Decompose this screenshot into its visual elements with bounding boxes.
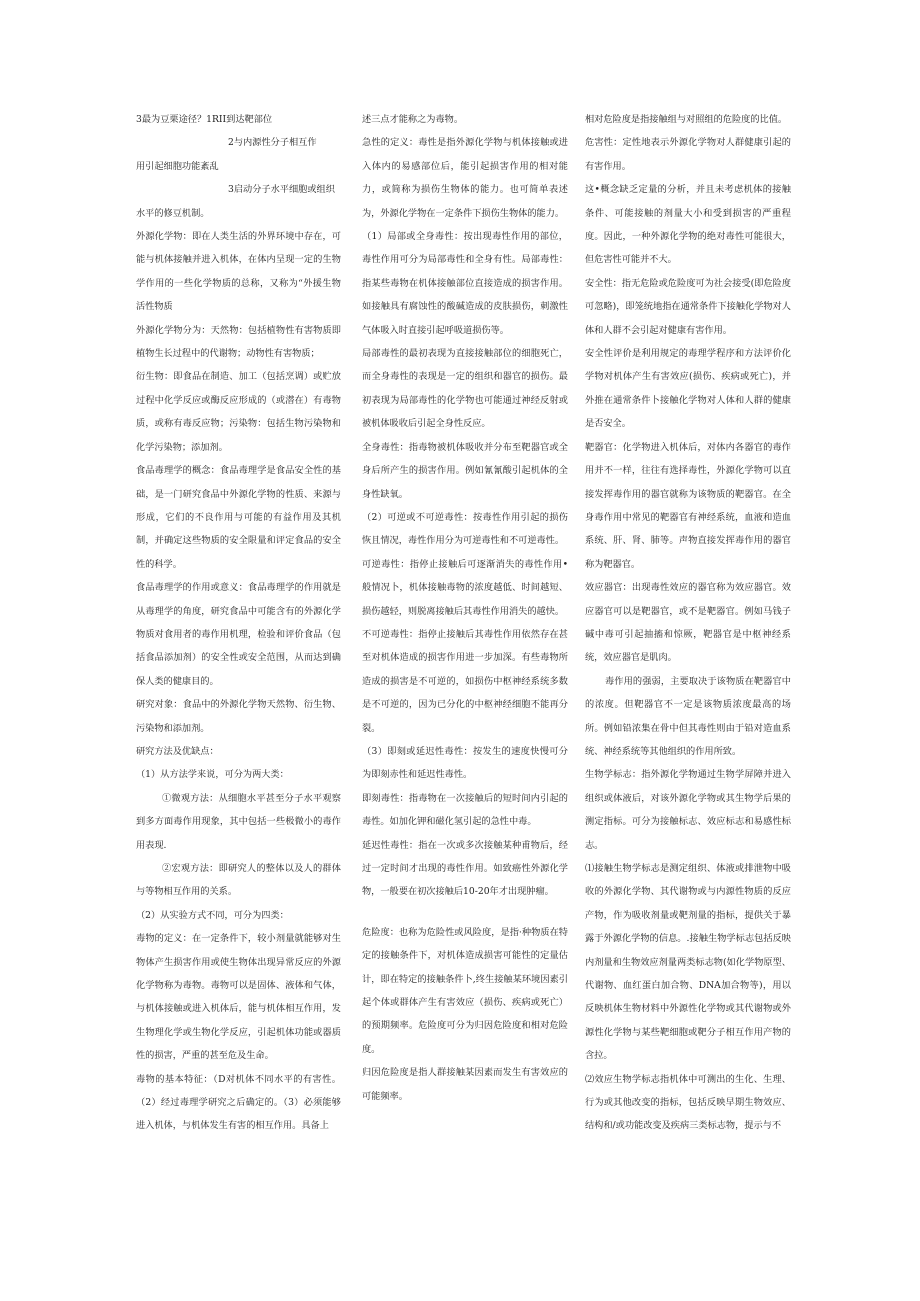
paragraph: 靶器官：化学物进入机体后，对体内各器官的毒作用并不一样，往往有选择毒性，外源化学物可以直接发挥毒作用的器官就称为该物质的靶器官。在全身毒作用中常见的靶器官有神经系统，血液和造血系统、肝、肾、肺等。声物直接发挥毒作用的器官称为靶器官。 bbox=[585, 441, 791, 570]
paragraph: （3）即刻或延迟性毒性：按发生的速度快慢可分为即刻赤性和延迟性毒性。 bbox=[362, 745, 568, 781]
paragraph: 毒作用的强弱，主要取决于该物质在靶器官中的浓度。但靶器官不一定是该物质浓度最高的场所。例如铅浓集在骨中但其毒性则由于铅对造血系统、神经系统等其他组织的作用所致。 bbox=[585, 675, 791, 757]
column-middle bbox=[362, 108, 568, 1108]
paragraph: 这•概念缺乏定量的分析，并且未考虑机体的接触条件、可能接触的剂量大小和受到损害的严重程度。因此，一种外源化学物的绝对毒性可能很大，但危害性可能并不大。 bbox=[585, 184, 791, 266]
paragraph: 归因危险度是指人群接触某因素而发生有害效应的可能频率。 bbox=[362, 1067, 568, 1102]
paragraph: ②宏观方法：即研究人的整体以及人的群体与等物相互作用的关系。 bbox=[136, 863, 341, 898]
paragraph: 可逆毒性：指停止接触后可逐渐消失的毒性作用•般情况卜，机体接触毒物的浓度越低、时间越短、损伤越轻，则脱离接触后其毒性作用消失的越快。 bbox=[362, 558, 568, 617]
paragraph: 局部毒性的最初表现为直接接触部位的细胞死亡，而全身毒性的表现是一定的组织和器官的损伤。最初表现为局部毒性的化学物也可能通过神经反射或被机体吸收后引起全身性反应。 bbox=[362, 348, 568, 430]
paragraph: 急性的定义：毒性是指外源化学物与机体接触或进入体内的易感部位后，能引起损害作用的相对能力，或简称为损伤生物体的能力。也可简单表述为，外源化学物在一定条件下损伤生物体的能力。 bbox=[362, 137, 568, 219]
paragraph: （2）可逆或不可逆毒性：按毒性作用引起的损伤恢且情况，毒性作用分为可逆毒性和不可逆毒性。 bbox=[362, 511, 568, 547]
paragraph: 2与内源性分子相互作 bbox=[228, 137, 317, 149]
paragraph: 述三点才能称之为毒物。 bbox=[362, 114, 464, 125]
paragraph: 安全性：指无危险或危险度可为社会接受(即危险度可忽略)，即笼统地指在通常条件下接触化学物对人体和人群不会引起对健康有害作用。 bbox=[585, 277, 791, 336]
paragraph: 生物学标志：指外源化学物通过生物学屏障并进入组织或体液后，对该外源化学物或其生物学后果的测定指标。可分为接触标志、效应标志和易感性标志。 bbox=[585, 769, 791, 851]
paragraph: ⑵效应生物学标志指机体中可测出的生化、生理、行为或其他改变的指标，包括反映早期生物效应、结构和/或功能改变及疾病三类标志物，提示与不 bbox=[585, 1073, 791, 1132]
paragraph: 3启动分子水平细胞或组织 bbox=[228, 184, 335, 196]
column-right bbox=[585, 108, 791, 1138]
paragraph: 食品毒理学的概念：食品毒理学是食品安全性的基础，是一门研究食品中外源化学物的性质、来源与形成，它们的不良作用与可能的有益作用及其机制，并确定这些物质的安全限量和评定食品的安全性的科学。 bbox=[136, 465, 341, 570]
paragraph: 全身毒性：指毒物被机体吸收并分布至靶器官或全身后所产生的损害作用。例如氰氰酸引起机体的全身性缺氧。 bbox=[362, 441, 568, 500]
paragraph: 安全性评价是利用规定的毒理学程序和方法评价化学物对机体产生有害效应(损伤、疾病或死亡)，并外推在通常条件卜接触化学物对人体和人群的健康是否安全。 bbox=[585, 348, 791, 430]
paragraph: 即刻毒性：指毒物在一次接触后的短时间内引起的毒性。如加化钾和磁化氢引起的急性中毒。 bbox=[362, 792, 568, 828]
paragraph: 研究对象：食品中的外源化学物天然物、衍生物、污染物和添加剂。 bbox=[136, 699, 341, 734]
paragraph: （2）从实验方式不同，可分为四类： bbox=[136, 909, 289, 921]
paragraph: ①微观方法：从细胞水平甚至分子水平观察到多方面毒作用现象，其中包括一些极微小的毒作用表现. bbox=[136, 792, 341, 851]
paragraph: 危害性：定性地表示外源化学物对人群健康引起的有害作用。 bbox=[585, 137, 791, 172]
paragraph: 研究方法及优缺点： bbox=[136, 745, 219, 757]
paragraph: 食品毒理学的作用或意义：食品毒理学的作用就是从毒理学的角度，研究食品中可能含有的外源化学物质对食用者的毒作用机理，检验和评价食品（包括食品添加剂）的安全性或安全范围，从而达到确保人类的健康目的。 bbox=[136, 582, 341, 687]
paragraph: 延迟性毒性：指在一次或多次接触某种甫物后，经过一定时间才出现的毒性作用。如致癌性外源化学物，一般要在初次接触后10-20年才出现肿瘤。 bbox=[362, 839, 568, 898]
paragraph: 3最为豆栗途径？1RII到达靶部位 bbox=[136, 114, 273, 125]
paragraph: （1）局部或全身毒性：按出现毒性作用的部位，毒性作用可分为局部毒性和全身有性。局部毒性：指某些毒物在机体接触部位直接造成的损害作用。如接触具有腐蚀性的酸碱造成的皮肤损伤，刺激性气体吸入时直接引起呼吸道损伤等。 bbox=[362, 231, 568, 336]
paragraph: （1）从方法学来说，可分为两大类： bbox=[136, 769, 289, 781]
paragraph: 外源化学物：即在人类生活的外界环境中存在，可能与机体接触并进入机体，在体内呈现一定的生物学作用的一些化学物质的总称，又称为“外援生物活性物质 bbox=[136, 231, 341, 313]
paragraph: 毒物的基本特征：（D对机体不同水平的有害性。（2）经过毒理学研究之后确定的。（3）必须能够进入机体，与机体发生有害的相互作用。具备上 bbox=[136, 1073, 341, 1132]
paragraph: 毒物的定义：在一定条件下，较小剂量就能够对生物体产生损害作用或使生物体出现异常反应的外源化学物称为毒物。毒物可以是固体、液体和气体，与机体接触或进入机体后，能与机体相互作用，发生物理化学或生物化学反应，引起机体功能或器质性的损害，严重的甚至危及生命。 bbox=[136, 933, 341, 1062]
paragraph: 效应器官：出现毒性效应的器官称为效应器官。效应器官可以是靶器官，或不是靶器官。例如马钱子碱中毒可引起抽搐和惊厥，靶器官是中枢神经系统，效应器官是肌肉。 bbox=[585, 582, 791, 664]
paragraph: 相对危险度是指接触组与对照组的危险度的比值。 bbox=[585, 114, 788, 125]
paragraph: ⑴接触生物学标志是测定组织、体液或排泄物中吸收的外源化学物、其代谢物或与内源性物质的反应产物，作为吸收剂量或靶剂量的指标，提供关于暴露于外源化学物的信息。.接触生物学标志包括反映内剂量和生物效应剂量两类标志物(如化学物原型、代谢物、血红蛋白加合物、DNA加合物等)，用以反映机体生物材料中外源性化学物或其代谢物或外源性化学物与某些靶细胞或靶分子相互作用产物的含拉。 bbox=[585, 863, 791, 1062]
column-left bbox=[136, 108, 341, 1138]
paragraph: 用引起细胞功能紊乱 bbox=[136, 160, 219, 172]
paragraph: 不可逆毒性：指停止接触后其毒性作用依然存在甚至对机体造成的损害作用进一步加深。有些毒物所造成的损害是不可逆的，如损伤中枢神经系统多数是不可逆的，因为已分化的中枢神经细胞不能再分裂。 bbox=[362, 628, 568, 734]
paragraph: 危险度：也称为危险性或风险度，是指·种物质在特定的接触条件下，对机体造成损害可能性的定量估计，即在特定的接触条件卜,终生接触某环境因素引起个体或群体产生有害效应（损伤、疾病或死亡）的预期频率。危险度可分为归因危险度和相对危险度。 bbox=[362, 926, 568, 1055]
paragraph: 外源化学物分为：天然物：包括植物性有害物质即植物生长过程中的代谢物；动物性有害物质； bbox=[136, 324, 341, 360]
paragraph: 水平的修豆机制。 bbox=[136, 207, 210, 219]
paragraph: 衍生物：即食品在制造、加工（包括烹调）或贮放过程中化学反应或酶反应形成的（或潜在）有毒物质，或称有毒反应物；污染物：包括生物污染物和化学污染物；添加剂。 bbox=[136, 371, 341, 453]
